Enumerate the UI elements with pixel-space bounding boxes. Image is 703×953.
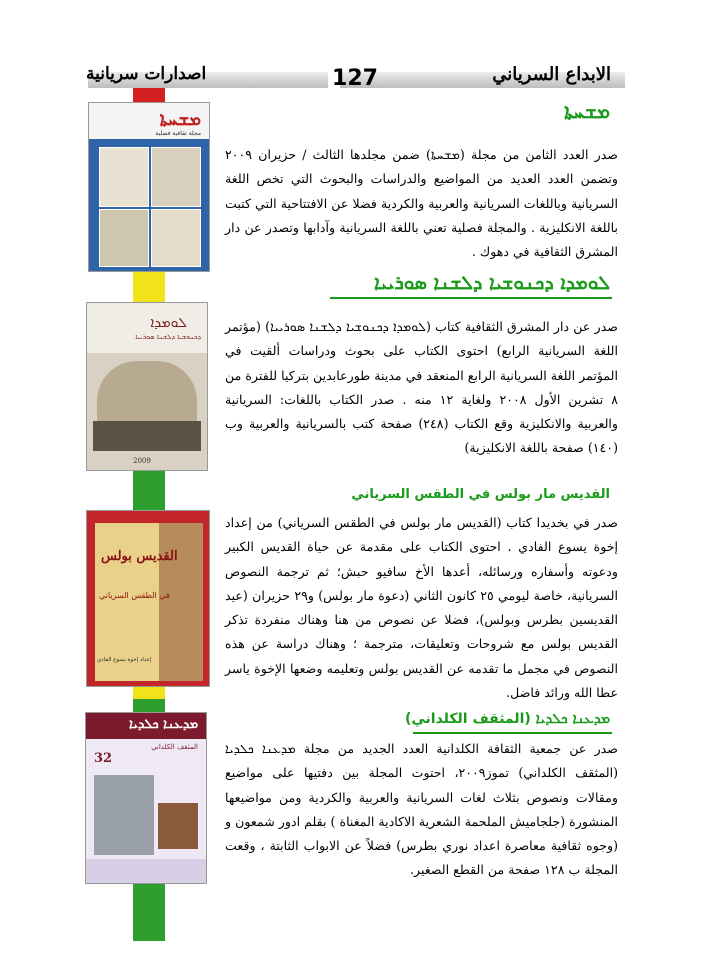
section-2-title: ܠܘܡܕܐ ܕܟܢܘܫܝܐ ܕܠܫܢܐ ܣܘܪܝܝܐ <box>373 272 610 294</box>
section-1-paragraph: صدر العدد الثامن من مجلة (ܡܫܚܬܐ) ضمن مجلدها الثالث / حزيران ٢٠٠٩ وتضمن العدد العديد من المواضيع والدراسات والبحوث التي تخص اللغة السريانية وباللغات السريانية والعربية والكردية فضلا عن الافتتاحية التي كتبت باللغة الانكليزية . والمجلة فصلية تعني باللغة السريانية وآدابها وتصدر عن دار المشرق الثقافية في دهوك . <box>225 147 618 260</box>
cover-2-group-photo <box>93 421 201 451</box>
cover-4-title: ܡܕܥܢܐ ܟܠܕܝܐ <box>128 717 198 732</box>
section-2-underline <box>330 297 612 299</box>
cover-2-title: ܠܘܡܕܐ <box>150 315 187 331</box>
cover-1-manuscript-image <box>151 209 201 267</box>
cover-1-manuscript-image <box>151 147 201 207</box>
section-4-title: ܡܕܥܢܐ ܟܠܕܝܐ (المثقف الكلداني) <box>404 711 610 727</box>
section-1-title: ܡܫܚܬܐ <box>563 99 610 123</box>
cover-3-icon-image <box>159 523 203 681</box>
cover-3-footer: إعداد إخوة يسوع الفادي <box>97 657 152 663</box>
cover-2-subtitle: ܕܟܢܘܫܝܐ ܕܠܫܢܐ ܣܘܪܝܝܐ <box>135 333 201 341</box>
section-4-paragraph: صدر عن جمعية الثقافة الكلدانية العدد الجديد من مجلة ܡܕܥܢܐ ܟܠܕܝܐ (المثقف الكلداني) تموز٢٠٠٩، احتوت المجلة بين دفتيها على مواضيع ومقالات ونصوص بثلاث لغات السريانية والعربية والكردية ومن مواضيعها المنشورة (جلجاميش الملحمة الشعرية الاكادية المغناة ) بقلم ادور شمعون و (وجوه ثقافية معاصرة اعداد نوري بطرس) فضلاً عن الابواب الثابتة ، وقعت المجلة ب ١٢٨ صفحة من القطع الصغير. <box>225 741 618 878</box>
magazine-cover-2 <box>86 302 208 471</box>
magazine-cover-3 <box>86 510 210 687</box>
page-number: 127 <box>332 66 378 91</box>
cover-4-issue-number: 32 <box>94 751 113 766</box>
cover-2-monastery-image <box>97 361 197 423</box>
cover-2-year: 2009 <box>133 457 151 465</box>
magazine-cover-4 <box>85 712 207 884</box>
cover-1-manuscript-image <box>99 147 149 207</box>
cover-1-subtitle: مجلة ثقافية فصلية <box>155 130 201 137</box>
section-2-paragraph: صدر عن دار المشرق الثقافية كتاب (ܠܘܡܕܐ ܕܟܢܘܫܝܐ ܕܠܫܢܐ ܣܘܪܝܝܐ) (مؤتمر اللغة السريانية الرابع) احتوى الكتاب على بحوث ودراسات ألقيت في المؤتمر اللغة السريانية الرابع المنعقد في مدينة طورعابدين بتركيا للفترة من ٨ تشرين الأول ٢٠٠٨ ولغاية ١٢ منه . صدر الكتاب باللغات: السريانية والعربية والانكليزية وقع الكتاب (٢٤٨) صفحة كتب بالسريانية والعربية وب (١٤٠) صفحة باللغة الانكليزية) <box>225 319 618 456</box>
cover-1-title: ܡܫܚܬܐ <box>159 109 201 130</box>
section-3-title: القديس مار بولس في الطقس السرياني <box>351 487 610 502</box>
magazine-cover-1 <box>88 102 210 272</box>
cover-3-subtitle: في الطقس السرياني <box>99 591 170 600</box>
stripe-yellow <box>133 268 165 304</box>
cover-1-manuscript-image <box>99 209 149 267</box>
header-section-title: اصدارات سريانية <box>86 64 207 84</box>
section-3-paragraph: صدر في بخديدا كتاب (القديس مار بولس في الطقس السرياني) من إعداد إخوة يسوع الفادي . احتوى الكتاب على مقدمة عن حياة القديس الكبير ودعوته وأسفاره ورسائله، أعدها الأخ سافيو حبش؛ ثم ترجمة النصوص السريانية، خاصة ليومي ٢٥ كانون الثاني (دعوة مار بولس) و٢٩ حزيران (عيد القديسين بطرس وبولس)، فضلا عن نصوص من هنا وهناك منفردة تذكر القديس بولس مع شروحات وتعليقات، مترجمة ؛ وهناك دراسة عن هذه النصوص في مجمل ما تقدمه عن القديس بولس وتعليمه وضعها الإخوة ياسر عطا الله ورائد فاضل. <box>225 515 619 701</box>
cover-4-tablet-image <box>94 775 154 855</box>
header-magazine-title: الابداع السرياني <box>492 64 611 85</box>
cover-3-title: القديس بولس <box>101 549 178 564</box>
cover-4-subtitle: المثقف الكلداني <box>151 743 198 751</box>
section-4-underline <box>413 732 612 734</box>
cover-4-portrait-image <box>158 803 198 849</box>
